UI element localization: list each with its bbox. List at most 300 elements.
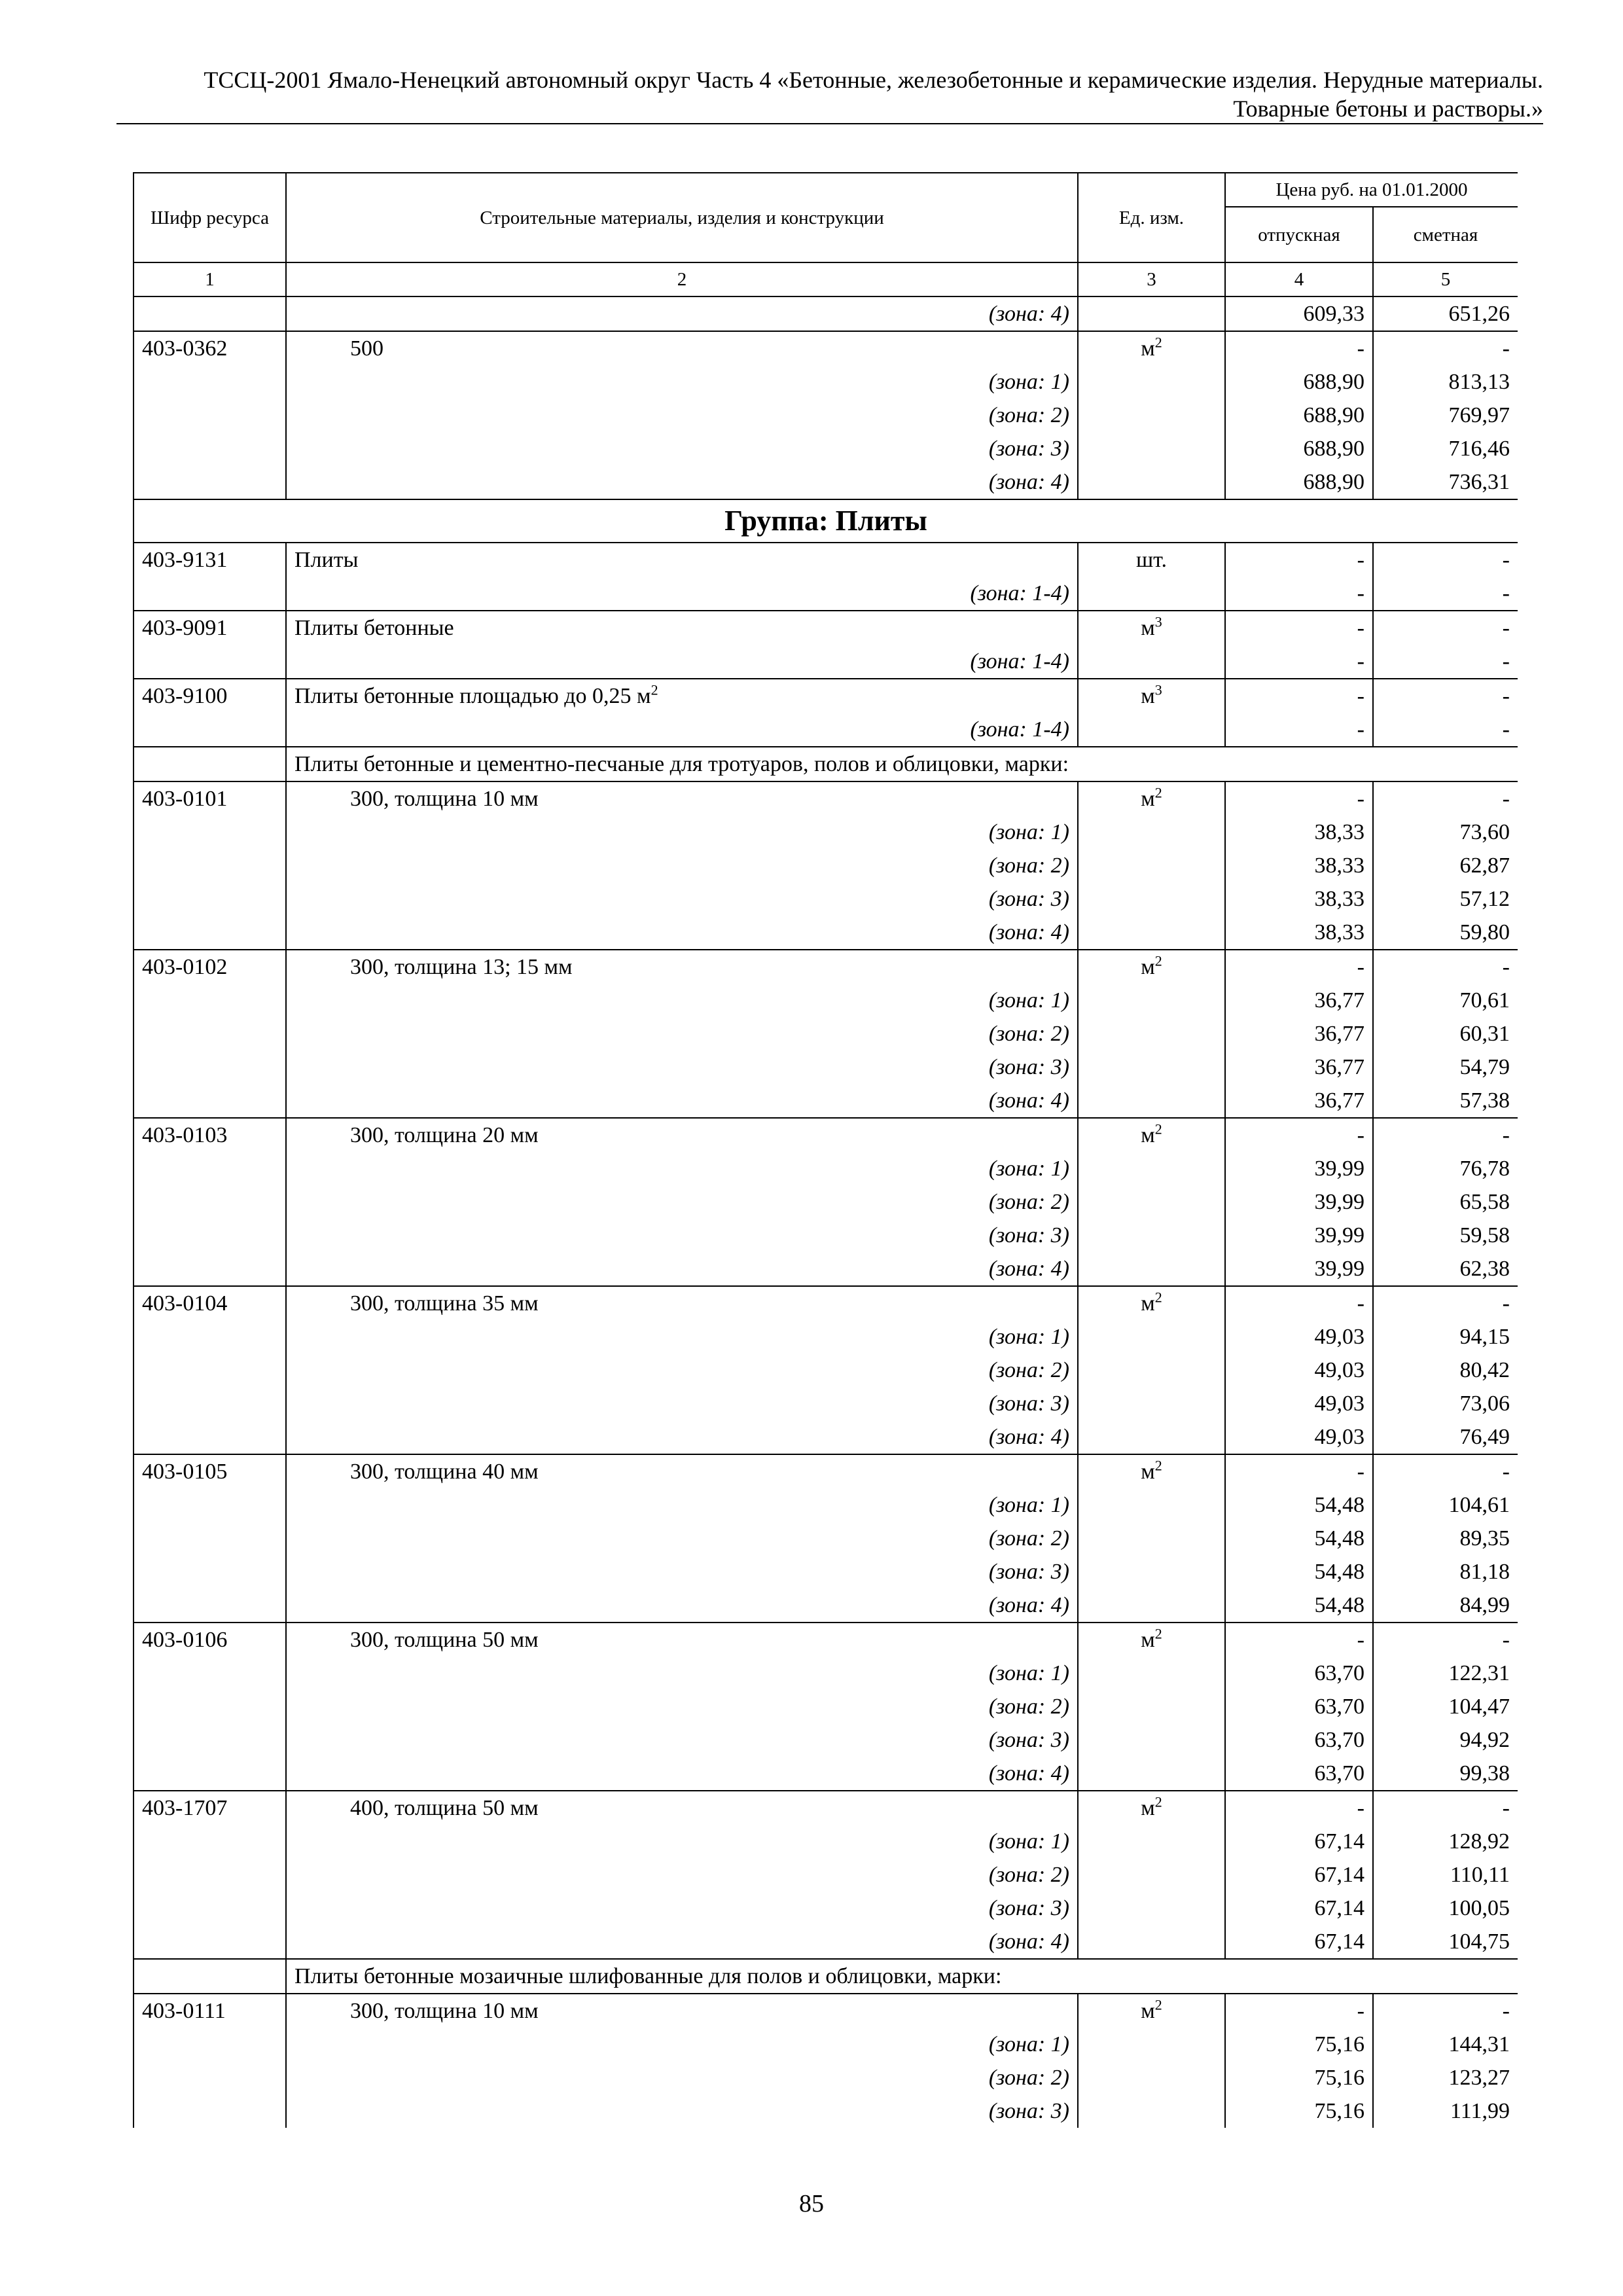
zone-row (134, 916, 1518, 950)
estimate-price: 99,38 (1373, 1757, 1518, 1791)
estimate-price: 65,58 (1373, 1185, 1518, 1219)
cell-code (134, 1892, 286, 1925)
table-row (134, 1994, 1518, 2028)
release-price: 688,90 (1225, 365, 1373, 399)
estimate-price: - (1373, 1118, 1518, 1152)
unit-cell (1078, 1825, 1225, 1858)
estimate-price: 94,92 (1373, 1723, 1518, 1757)
release-price: - (1225, 1994, 1373, 2028)
unit-text: м (1141, 1999, 1155, 2023)
cell-code (134, 399, 286, 432)
unit-cell (1078, 816, 1225, 849)
estimate-price: - (1373, 781, 1518, 816)
zone-row (134, 432, 1518, 465)
unit-cell (1078, 849, 1225, 882)
estimate-price: 104,47 (1373, 1690, 1518, 1723)
unit-text: м (1141, 336, 1155, 361)
cell-code (134, 916, 286, 950)
table-row (134, 611, 1518, 645)
cell-code (134, 1858, 286, 1892)
zone-row (134, 816, 1518, 849)
unit-text: м (1141, 1291, 1155, 1316)
cell-code (134, 1084, 286, 1118)
release-price: - (1225, 679, 1373, 713)
estimate-price: 123,27 (1373, 2061, 1518, 2094)
estimate-price: - (1373, 1994, 1518, 2028)
zone-row (134, 296, 1518, 331)
zone-row (134, 1185, 1518, 1219)
estimate-price: 80,42 (1373, 1354, 1518, 1387)
zone-label: (зона: 4) (286, 1757, 1078, 1791)
item-name-text: 300, толщина 10 мм (350, 787, 539, 811)
release-price: 609,33 (1225, 296, 1373, 331)
cell-code (134, 645, 286, 679)
cell-code (134, 1588, 286, 1623)
unit-superscript: 2 (1154, 1457, 1162, 1474)
estimate-price: 736,31 (1373, 465, 1518, 499)
column-header-estimate-price: сметная (1373, 207, 1518, 262)
item-name-text: 300, толщина 40 мм (350, 1460, 539, 1484)
column-header-release-price: отпускная (1225, 207, 1373, 262)
release-price: 36,77 (1225, 1084, 1373, 1118)
unit-cell (1078, 1118, 1225, 1152)
cell-code (134, 1690, 286, 1723)
item-name (286, 1994, 1078, 2028)
estimate-price: - (1373, 331, 1518, 365)
zone-label: (зона: 2) (286, 849, 1078, 882)
zone-row (134, 1757, 1518, 1791)
unit-cell (1078, 950, 1225, 984)
release-price: 63,70 (1225, 1657, 1373, 1690)
table-body (134, 296, 1518, 2128)
release-price: 63,70 (1225, 1723, 1373, 1757)
unit-cell (1078, 1320, 1225, 1354)
zone-label: (зона: 4) (286, 916, 1078, 950)
unit-text: м (1141, 955, 1155, 979)
unit-cell (1078, 1858, 1225, 1892)
unit-text: шт. (1136, 548, 1167, 572)
group-heading-row (134, 499, 1518, 543)
resource-code: 403-9100 (134, 679, 286, 713)
unit-cell (1078, 1017, 1225, 1050)
zone-label: (зона: 3) (286, 1050, 1078, 1084)
header-line-2: Товарные бетоны и растворы.» (1233, 96, 1543, 122)
unit-superscript: 2 (1154, 1121, 1162, 1138)
zone-row (134, 1050, 1518, 1084)
zone-row (134, 1690, 1518, 1723)
estimate-price: 128,92 (1373, 1825, 1518, 1858)
release-price: - (1225, 1286, 1373, 1320)
cell-code (134, 577, 286, 611)
cell-code (134, 1050, 286, 1084)
unit-cell (1078, 1723, 1225, 1757)
release-price: 36,77 (1225, 1050, 1373, 1084)
cell-code (134, 1825, 286, 1858)
estimate-price: 813,13 (1373, 365, 1518, 399)
unit-cell (1078, 465, 1225, 499)
item-name (286, 1791, 1078, 1825)
name-superscript: 2 (651, 681, 658, 698)
unit-text: м (1141, 1123, 1155, 1147)
release-price: 39,99 (1225, 1185, 1373, 1219)
zone-row (134, 849, 1518, 882)
zone-label: (зона: 1) (286, 2028, 1078, 2061)
zone-row (134, 1017, 1518, 1050)
table-row (134, 543, 1518, 577)
item-name-text: Плиты бетонные (294, 616, 454, 640)
zone-label: (зона: 3) (286, 2094, 1078, 2128)
release-price: 67,14 (1225, 1925, 1373, 1959)
release-price: 38,33 (1225, 916, 1373, 950)
zone-row (134, 1488, 1518, 1522)
zone-row (134, 1723, 1518, 1757)
unit-cell (1078, 781, 1225, 816)
release-price: 49,03 (1225, 1320, 1373, 1354)
unit-cell (1078, 1623, 1225, 1657)
unit-text: м (1141, 616, 1155, 640)
release-price: - (1225, 781, 1373, 816)
column-number: 1 (134, 262, 286, 296)
release-price: 67,14 (1225, 1825, 1373, 1858)
estimate-price: - (1373, 645, 1518, 679)
zone-label: (зона: 4) (286, 1925, 1078, 1959)
column-number: 3 (1078, 262, 1225, 296)
estimate-price: 54,79 (1373, 1050, 1518, 1084)
release-price: 54,48 (1225, 1488, 1373, 1522)
resource-code: 403-0106 (134, 1623, 286, 1657)
zone-label: (зона: 2) (286, 1522, 1078, 1555)
zone-row (134, 1084, 1518, 1118)
resource-code: 403-1707 (134, 1791, 286, 1825)
item-name (286, 1623, 1078, 1657)
estimate-price: 59,58 (1373, 1219, 1518, 1252)
estimate-price: - (1373, 611, 1518, 645)
zone-label: (зона: 4) (286, 1420, 1078, 1454)
item-name-text: 400, толщина 50 мм (350, 1796, 539, 1820)
item-name (286, 950, 1078, 984)
column-number: 2 (286, 262, 1078, 296)
cell-code (134, 882, 286, 916)
zone-label: (зона: 3) (286, 1555, 1078, 1588)
unit-cell (1078, 1657, 1225, 1690)
resource-code: 403-0362 (134, 331, 286, 365)
cell-code (134, 1252, 286, 1286)
estimate-price: 60,31 (1373, 1017, 1518, 1050)
zone-label: (зона: 4) (286, 1588, 1078, 1623)
zone-label: (зона: 3) (286, 432, 1078, 465)
unit-cell (1078, 432, 1225, 465)
resource-code: 403-0104 (134, 1286, 286, 1320)
release-price: 49,03 (1225, 1354, 1373, 1387)
unit-cell (1078, 1522, 1225, 1555)
estimate-price: 122,31 (1373, 1657, 1518, 1690)
cell-code (134, 2094, 286, 2128)
item-name-text: 500 (350, 336, 383, 361)
estimate-price: 59,80 (1373, 916, 1518, 950)
unit-cell (1078, 1084, 1225, 1118)
estimate-price: 70,61 (1373, 984, 1518, 1017)
unit-cell (1078, 1555, 1225, 1588)
cell-code (134, 365, 286, 399)
zone-label: (зона: 1) (286, 365, 1078, 399)
unit-cell (1078, 679, 1225, 713)
unit-superscript: 3 (1154, 613, 1162, 630)
zone-row (134, 465, 1518, 499)
zone-row (134, 2028, 1518, 2061)
unit-cell (1078, 2094, 1225, 2128)
item-name (286, 781, 1078, 816)
zone-row (134, 984, 1518, 1017)
release-price: - (1225, 645, 1373, 679)
unit-cell (1078, 399, 1225, 432)
resource-code: 403-0111 (134, 1994, 286, 2028)
estimate-price: 73,60 (1373, 816, 1518, 849)
resource-code: 403-9131 (134, 543, 286, 577)
unit-text: м (1141, 1628, 1155, 1652)
zone-label: (зона: 4) (286, 1084, 1078, 1118)
zone-label: (зона: 3) (286, 1219, 1078, 1252)
unit-cell (1078, 882, 1225, 916)
release-price: 36,77 (1225, 984, 1373, 1017)
unit-superscript: 2 (1154, 1289, 1162, 1306)
cell-code (134, 1152, 286, 1185)
table-row (134, 950, 1518, 984)
group-heading: Группа: Плиты (134, 499, 1518, 543)
release-price: - (1225, 713, 1373, 747)
unit-cell (1078, 1354, 1225, 1387)
unit-cell (1078, 645, 1225, 679)
unit-superscript: 2 (1154, 1793, 1162, 1810)
zone-row (134, 1522, 1518, 1555)
column-header-code: Шифр ресурса (134, 173, 286, 262)
item-name (286, 543, 1078, 577)
unit-cell (1078, 2061, 1225, 2094)
release-price: - (1225, 1118, 1373, 1152)
release-price: - (1225, 543, 1373, 577)
zone-label: (зона: 2) (286, 2061, 1078, 2094)
price-table-container (133, 172, 1518, 2149)
unit-cell (1078, 1387, 1225, 1420)
unit-cell (1078, 1252, 1225, 1286)
zone-label: (зона: 4) (286, 465, 1078, 499)
cell-code (134, 1219, 286, 1252)
table-row (134, 1286, 1518, 1320)
zone-label: (зона: 4) (286, 296, 1078, 331)
release-price: 67,14 (1225, 1892, 1373, 1925)
unit-cell (1078, 296, 1225, 331)
zone-row (134, 365, 1518, 399)
zone-label: (зона: 2) (286, 1017, 1078, 1050)
table-row (134, 781, 1518, 816)
section-heading: Плиты бетонные мозаичные шлифованные для полов и облицовки, марки: (286, 1959, 1518, 1994)
estimate-price: 62,87 (1373, 849, 1518, 882)
estimate-price: 84,99 (1373, 1588, 1518, 1623)
unit-cell (1078, 1219, 1225, 1252)
release-price: 54,48 (1225, 1555, 1373, 1588)
release-price: - (1225, 1791, 1373, 1825)
estimate-price: 104,75 (1373, 1925, 1518, 1959)
table-row (134, 1454, 1518, 1488)
cell-code (134, 1185, 286, 1219)
estimate-price: 651,26 (1373, 296, 1518, 331)
unit-cell (1078, 611, 1225, 645)
unit-cell (1078, 1488, 1225, 1522)
estimate-price: 57,12 (1373, 882, 1518, 916)
estimate-price: 76,78 (1373, 1152, 1518, 1185)
item-name (286, 331, 1078, 365)
unit-cell (1078, 577, 1225, 611)
release-price: 688,90 (1225, 432, 1373, 465)
estimate-price: - (1373, 950, 1518, 984)
unit-cell (1078, 1420, 1225, 1454)
column-header-price: Цена руб. на 01.01.2000 (1225, 173, 1518, 207)
item-name-text: Плиты бетонные площадью до 0,25 м (294, 684, 651, 708)
unit-cell (1078, 1994, 1225, 2028)
zone-label: (зона: 2) (286, 1858, 1078, 1892)
estimate-price: - (1373, 679, 1518, 713)
cell-code (134, 984, 286, 1017)
unit-superscript: 2 (1154, 1996, 1162, 2013)
unit-cell (1078, 1690, 1225, 1723)
zone-row (134, 645, 1518, 679)
unit-cell (1078, 331, 1225, 365)
estimate-price: 89,35 (1373, 1522, 1518, 1555)
estimate-price: 76,49 (1373, 1420, 1518, 1454)
release-price: - (1225, 1454, 1373, 1488)
zone-row (134, 1152, 1518, 1185)
column-number: 4 (1225, 262, 1373, 296)
cell-code (134, 1757, 286, 1791)
zone-label: (зона: 1) (286, 984, 1078, 1017)
header-rule (116, 123, 1543, 124)
table-row (134, 679, 1518, 713)
unit-cell (1078, 1050, 1225, 1084)
cell-code (134, 1925, 286, 1959)
release-price: 67,14 (1225, 1858, 1373, 1892)
release-price: 63,70 (1225, 1757, 1373, 1791)
unit-cell (1078, 2028, 1225, 2061)
zone-row (134, 1420, 1518, 1454)
unit-cell (1078, 1757, 1225, 1791)
unit-cell (1078, 1925, 1225, 1959)
estimate-price: 100,05 (1373, 1892, 1518, 1925)
zone-row (134, 2094, 1518, 2128)
column-header-unit: Ед. изм. (1078, 173, 1225, 262)
zone-row (134, 1354, 1518, 1387)
zone-label: (зона: 3) (286, 882, 1078, 916)
release-price: 38,33 (1225, 849, 1373, 882)
release-price: 39,99 (1225, 1252, 1373, 1286)
release-price: - (1225, 1623, 1373, 1657)
release-price: 39,99 (1225, 1152, 1373, 1185)
page-header (116, 65, 1543, 123)
cell-code (134, 1320, 286, 1354)
unit-text: м (1141, 1796, 1155, 1820)
table-row (134, 1791, 1518, 1825)
cell-code (134, 2061, 286, 2094)
item-name (286, 1454, 1078, 1488)
cell-code (134, 1387, 286, 1420)
resource-code: 403-9091 (134, 611, 286, 645)
cell-code (134, 1555, 286, 1588)
unit-superscript: 2 (1154, 952, 1162, 969)
estimate-price: - (1373, 1623, 1518, 1657)
release-price: - (1225, 950, 1373, 984)
cell-code (134, 849, 286, 882)
release-price: 38,33 (1225, 816, 1373, 849)
item-name-text: 300, толщина 10 мм (350, 1999, 539, 2023)
zone-row (134, 1925, 1518, 1959)
release-price: 54,48 (1225, 1522, 1373, 1555)
item-name (286, 1286, 1078, 1320)
zone-label: (зона: 4) (286, 1252, 1078, 1286)
zone-label: (зона: 3) (286, 1723, 1078, 1757)
cell-code (134, 1522, 286, 1555)
unit-cell (1078, 1454, 1225, 1488)
zone-label: (зона: 1) (286, 1657, 1078, 1690)
unit-cell (1078, 916, 1225, 950)
unit-cell (1078, 984, 1225, 1017)
release-price: 36,77 (1225, 1017, 1373, 1050)
zone-row (134, 577, 1518, 611)
unit-cell (1078, 1791, 1225, 1825)
unit-cell (1078, 713, 1225, 747)
zone-label: (зона: 1-4) (286, 577, 1078, 611)
zone-row (134, 1252, 1518, 1286)
unit-cell (1078, 1152, 1225, 1185)
zone-label: (зона: 1) (286, 1825, 1078, 1858)
resource-code: 403-0101 (134, 781, 286, 816)
estimate-price: 57,38 (1373, 1084, 1518, 1118)
zone-row (134, 1555, 1518, 1588)
section-heading: Плиты бетонные и цементно-песчаные для тротуаров, полов и облицовки, марки: (286, 747, 1518, 781)
resource-code: 403-0103 (134, 1118, 286, 1152)
estimate-price: 81,18 (1373, 1555, 1518, 1588)
release-price: 75,16 (1225, 2028, 1373, 2061)
unit-cell (1078, 1185, 1225, 1219)
release-price: - (1225, 611, 1373, 645)
cell-code (134, 1420, 286, 1454)
estimate-price: 716,46 (1373, 432, 1518, 465)
zone-label: (зона: 3) (286, 1387, 1078, 1420)
zone-label: (зона: 2) (286, 1185, 1078, 1219)
cell-code (134, 432, 286, 465)
release-price: 54,48 (1225, 1588, 1373, 1623)
zone-row (134, 2061, 1518, 2094)
estimate-price: 104,61 (1373, 1488, 1518, 1522)
unit-superscript: 3 (1154, 681, 1162, 698)
estimate-price: 73,06 (1373, 1387, 1518, 1420)
unit-cell (1078, 543, 1225, 577)
item-name-text: 300, толщина 50 мм (350, 1628, 539, 1652)
unit-cell (1078, 1892, 1225, 1925)
release-price: 38,33 (1225, 882, 1373, 916)
zone-label: (зона: 2) (286, 399, 1078, 432)
release-price: 688,90 (1225, 465, 1373, 499)
unit-text: м (1141, 1460, 1155, 1484)
zone-label: (зона: 1) (286, 1152, 1078, 1185)
estimate-price: - (1373, 1286, 1518, 1320)
estimate-price: - (1373, 543, 1518, 577)
zone-row (134, 1588, 1518, 1623)
zone-row (134, 1657, 1518, 1690)
table-header (134, 173, 1518, 296)
zone-label: (зона: 2) (286, 1690, 1078, 1723)
zone-label: (зона: 1) (286, 1320, 1078, 1354)
item-name-text: 300, толщина 35 мм (350, 1291, 539, 1316)
estimate-price: - (1373, 1454, 1518, 1488)
zone-row (134, 713, 1518, 747)
